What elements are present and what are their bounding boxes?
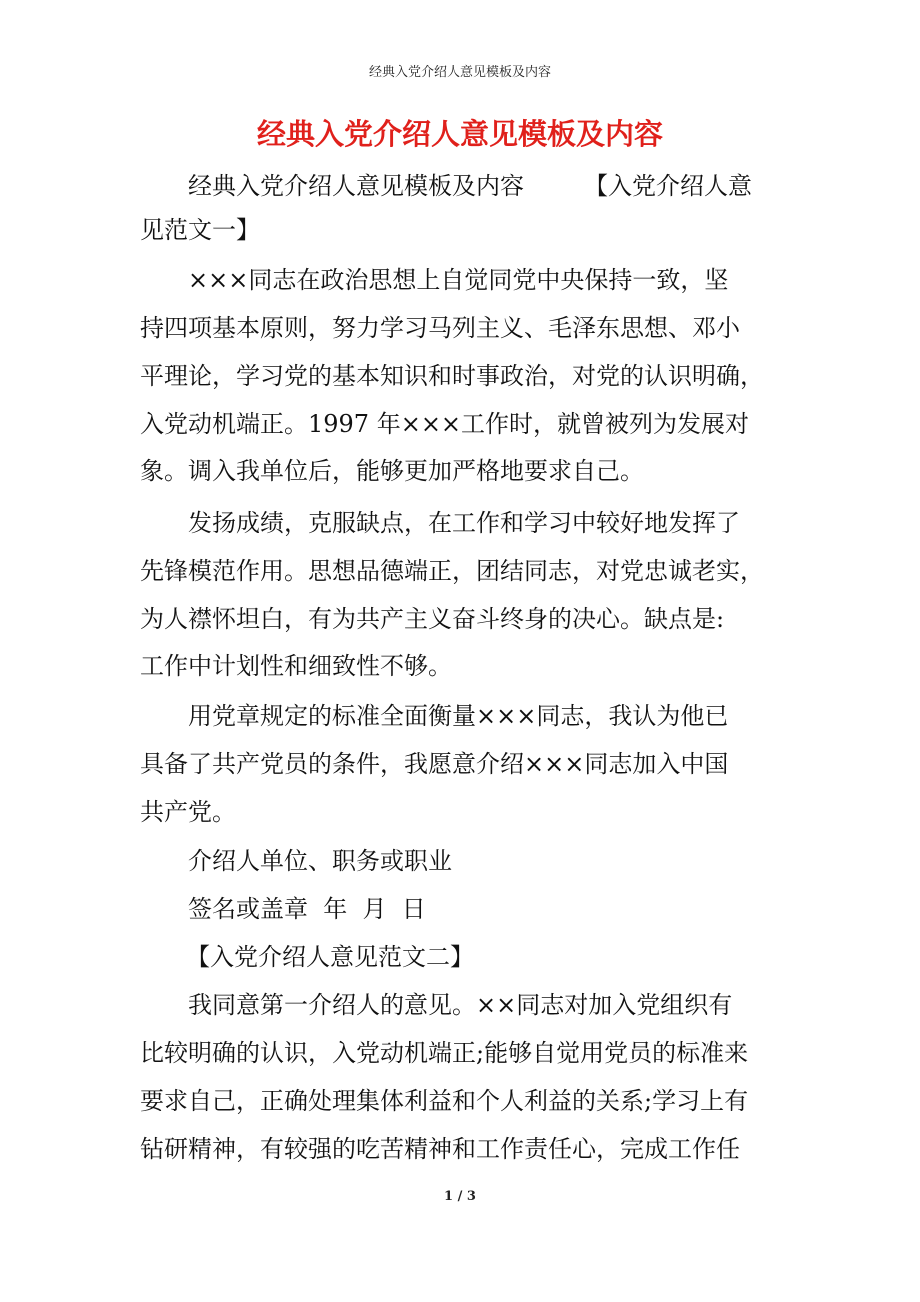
body-line-2: 见范文一】 [140,216,260,244]
page-indicator: 1 / 3 [444,1189,476,1204]
body-line-7: 象。调入我单位后，能够更加严格地要求自己。 [140,457,644,485]
body-line-8: 发扬成绩，克服缺点，在工作和学习中较好地发挥了 [188,509,740,537]
body-line-12: 用党章规定的标准全面衡量×××同志，我认为他已 [188,702,729,730]
body-line-21: 钻研精神，有较强的吃苦精神和工作责任心，完成工作任 [140,1135,740,1163]
body-line-20: 要求自己，正确处理集体利益和个人利益的关系;学习上有 [140,1087,749,1115]
body-line-9: 先锋模范作用。思想品德端正，团结同志，对党忠诚老实， [140,557,764,585]
body-line-1: 经典入党介绍人意见模板及内容 【入党介绍人意 [188,172,752,200]
body-line-4: 持四项基本原则，努力学习马列主义、毛泽东思想、邓小 [140,314,740,342]
body-line-18: 我同意第一介绍人的意见。××同志对加入党组织有 [188,991,733,1019]
body-line-6: 入党动机端正。1997 年×××工作时，就曾被列为发展对 [140,410,750,438]
sample-two-heading: 【入党介绍人意见范文二】 [186,943,474,971]
body-line-10: 为人襟怀坦白，有为共产主义奋斗终身的决心。缺点是: [140,605,725,633]
body-line-19: 比较明确的认识，入党动机端正;能够自觉用党员的标准来 [140,1039,749,1067]
signature-date-line: 签名或盖章 年 月 日 [188,895,426,923]
body-line-13: 具备了共产党员的条件，我愿意介绍×××同志加入中国 [140,750,729,778]
running-header: 经典入党介绍人意见模板及内容 [368,65,551,80]
body-line-14: 共产党。 [140,798,236,826]
body-line-11: 工作中计划性和细致性不够。 [140,652,452,680]
introducer-unit-line: 介绍人单位、职务或职业 [188,847,452,875]
body-line-5: 平理论，学习党的基本知识和时事政治，对党的认识明确， [140,362,764,390]
document-title: 经典入党介绍人意见模板及内容 [256,117,663,151]
body-line-3: ×××同志在政治思想上自觉同党中央保持一致，坚 [188,266,729,294]
